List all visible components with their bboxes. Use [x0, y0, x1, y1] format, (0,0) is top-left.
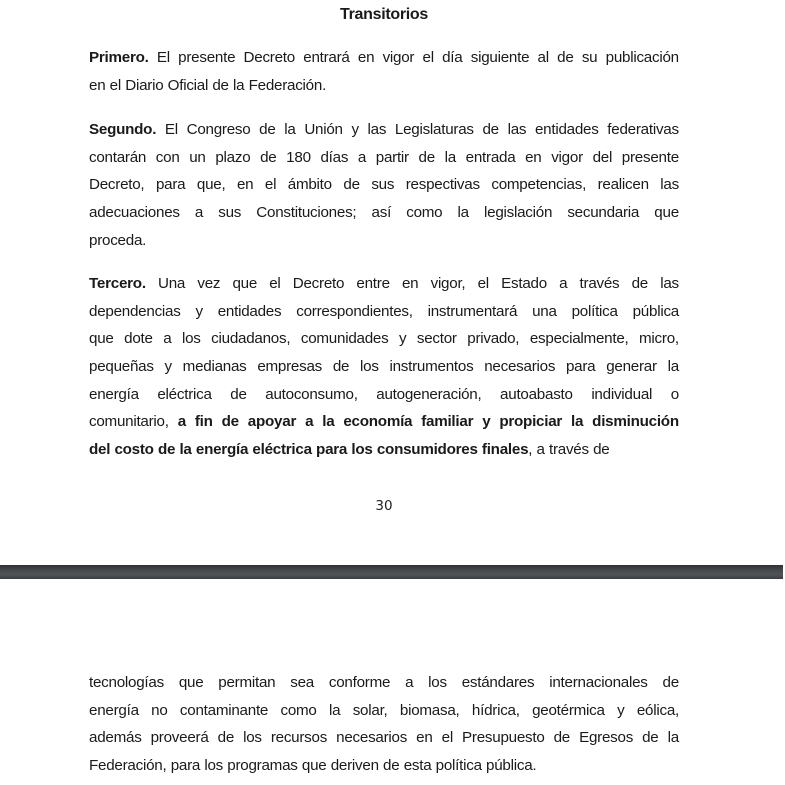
word: los	[360, 358, 379, 376]
word: pequeñas	[89, 358, 154, 376]
word: o	[670, 385, 679, 403]
word: sus	[371, 176, 395, 194]
word: Federación.	[248, 76, 327, 94]
word: conforme	[328, 674, 391, 691]
word: sector	[416, 330, 457, 348]
word: entrará	[303, 49, 350, 66]
word: y	[617, 701, 625, 719]
word: internacionales	[549, 674, 648, 691]
word: comunidades	[300, 330, 389, 348]
text-line	[89, 436, 679, 464]
word: medianas	[182, 358, 247, 376]
word: y	[398, 330, 407, 348]
word: eléctrica	[157, 385, 212, 403]
word: energía	[195, 441, 249, 459]
word: el	[109, 76, 121, 94]
word: El	[164, 121, 178, 138]
word: ciudadanos,	[211, 330, 291, 348]
word: partir	[375, 148, 409, 166]
word: la	[322, 413, 335, 431]
word: Tercero.	[89, 275, 146, 292]
page-separator	[0, 565, 783, 579]
word: Decreto	[292, 275, 345, 292]
word: en	[236, 176, 254, 194]
word: empresas	[257, 358, 323, 376]
text-line	[89, 697, 679, 725]
word: Una	[158, 275, 186, 292]
text-line	[89, 72, 679, 100]
word: hídrica,	[471, 701, 520, 719]
word: 180	[286, 148, 311, 166]
word: de	[418, 148, 435, 166]
word: eólica,	[636, 701, 679, 719]
word: en	[525, 148, 542, 166]
word: Congreso	[186, 121, 251, 138]
word: de	[157, 441, 176, 459]
word: esta	[403, 757, 432, 775]
word: los	[428, 674, 447, 691]
word: el	[441, 729, 453, 747]
word: autogeneración,	[376, 385, 482, 403]
word: y	[482, 413, 491, 431]
word: Federación,	[89, 757, 167, 775]
word: y	[164, 358, 172, 376]
word: dependencias	[89, 302, 181, 320]
word: como	[280, 701, 317, 719]
word: sus	[218, 204, 242, 222]
word: la	[233, 76, 245, 94]
word: las	[660, 176, 679, 194]
text-line	[89, 752, 679, 780]
word: entidades	[534, 121, 599, 138]
word: vez	[197, 275, 221, 292]
word: los	[243, 729, 262, 747]
word: la	[667, 358, 679, 376]
word: contarán	[89, 148, 147, 166]
word: micro,	[639, 330, 679, 348]
word: de	[642, 729, 659, 747]
word: necesarios	[484, 358, 556, 376]
word: pública	[632, 302, 679, 320]
word: en	[401, 275, 419, 292]
word: de	[259, 121, 276, 138]
word: especialmente,	[529, 330, 629, 348]
word: la	[284, 121, 296, 138]
word: no	[151, 701, 168, 719]
word: la	[179, 441, 192, 459]
word: además	[89, 729, 142, 747]
word: deriven	[330, 757, 379, 775]
word: que	[232, 275, 258, 292]
word: través	[548, 441, 589, 459]
word: una	[532, 302, 557, 320]
word: de	[343, 176, 360, 194]
word: geotérmica	[532, 701, 605, 719]
word: para	[316, 441, 348, 459]
word: la	[329, 701, 341, 719]
word: autoconsumo,	[265, 385, 358, 403]
word: día	[442, 49, 463, 66]
word: con	[155, 148, 180, 166]
word: que	[654, 204, 679, 222]
word: El	[156, 49, 170, 66]
word: Unión	[304, 121, 343, 138]
word: entre	[356, 275, 390, 292]
word: que,	[196, 176, 226, 194]
word: de	[230, 385, 247, 403]
word: la	[667, 729, 679, 747]
word: que	[301, 757, 327, 775]
word: en	[89, 76, 106, 94]
word: programas	[227, 757, 298, 775]
word: proveerá	[150, 729, 209, 747]
word: de	[383, 757, 400, 775]
word: autoabasto	[500, 385, 573, 403]
word: Decreto,	[89, 176, 145, 194]
word: a	[559, 275, 568, 292]
word: través	[579, 275, 620, 292]
word: como	[406, 204, 443, 222]
word: de	[593, 441, 610, 459]
word: y	[351, 121, 359, 138]
word: propiciar	[499, 413, 563, 431]
word: Constituciones;	[256, 204, 357, 222]
word: federativas	[607, 121, 679, 138]
word: economía	[343, 413, 413, 431]
word: contaminante	[179, 701, 269, 719]
word: de	[217, 729, 235, 747]
word: a	[357, 148, 367, 166]
word: generar	[606, 358, 657, 376]
word: así	[371, 204, 392, 222]
text-line	[89, 381, 679, 409]
word: las	[660, 275, 679, 292]
page-number: 30	[375, 498, 393, 514]
word: las	[507, 121, 527, 138]
word: pública.	[486, 757, 537, 775]
paragraph-tercero	[89, 270, 679, 464]
word: días	[320, 148, 349, 166]
word: presente	[178, 49, 236, 66]
word: en	[416, 729, 433, 747]
word: entidades	[217, 302, 282, 320]
word: permitan	[218, 674, 276, 691]
text-line	[89, 199, 679, 227]
word: para	[565, 358, 596, 376]
word: realicen	[597, 176, 649, 194]
word: de	[553, 729, 571, 747]
paragraph-continuation	[89, 669, 679, 780]
word: para	[170, 757, 201, 775]
text-line	[89, 116, 679, 144]
word: un	[189, 148, 206, 166]
word: a	[194, 204, 204, 222]
word: el	[477, 275, 489, 292]
word: de	[662, 674, 679, 691]
word: finales,	[481, 441, 533, 459]
word: familiar	[421, 413, 474, 431]
word: de	[212, 76, 229, 94]
word: la	[457, 204, 469, 222]
word: instrumentos	[389, 358, 474, 376]
word: a	[177, 413, 186, 431]
word: Legislaturas	[394, 121, 474, 138]
word: Presupuesto	[462, 729, 545, 747]
word: que	[89, 330, 114, 348]
word: vigor	[382, 49, 415, 66]
word: Decreto	[243, 49, 295, 66]
word: sea	[290, 674, 314, 691]
word: biomasa,	[399, 701, 460, 719]
word: comunitario,	[89, 413, 169, 431]
word: el	[264, 176, 277, 194]
text-line	[89, 144, 679, 172]
word: costo	[114, 441, 154, 459]
word: a	[163, 330, 172, 348]
word: plazo	[215, 148, 251, 166]
word: respectivas	[405, 176, 480, 194]
word: solar,	[352, 701, 388, 719]
word: Egresos	[579, 729, 634, 747]
word: dote	[124, 330, 153, 348]
word: estándares	[461, 674, 535, 691]
word: competencias,	[491, 176, 587, 194]
word: a	[305, 413, 314, 431]
text-line	[89, 353, 679, 381]
word: Oficial	[167, 76, 209, 94]
word: Diario	[125, 76, 164, 94]
word: de	[221, 413, 239, 431]
word: instrumentará	[427, 302, 518, 320]
word: de	[482, 121, 499, 138]
word: privado,	[467, 330, 520, 348]
word: de	[557, 49, 574, 66]
word: apoyar	[247, 413, 297, 431]
word: presente	[621, 148, 679, 166]
word: recursos	[270, 729, 328, 747]
word: su	[581, 49, 598, 66]
word: a	[405, 674, 414, 691]
word: a	[536, 441, 545, 459]
word: individual	[591, 385, 653, 403]
word: el	[422, 49, 434, 66]
word: siguiente	[470, 49, 530, 66]
word: correspondientes,	[296, 302, 413, 320]
word: el	[269, 275, 281, 292]
word: que	[178, 674, 204, 691]
text-line	[89, 298, 679, 326]
word: fin	[194, 413, 213, 431]
word: los	[181, 330, 201, 348]
word: en	[357, 49, 375, 66]
word: adecuaciones	[89, 204, 180, 222]
word: necesarios	[336, 729, 408, 747]
word: al	[537, 49, 549, 66]
word: del	[89, 441, 111, 459]
word: energía	[89, 701, 139, 719]
word: Estado	[501, 275, 547, 292]
word: secundaria	[567, 204, 640, 222]
word: legislación	[484, 204, 553, 222]
text-line	[89, 325, 679, 353]
word: de	[631, 275, 649, 292]
text-line	[89, 669, 679, 697]
word: Primero.	[89, 49, 149, 66]
text-line	[89, 724, 679, 752]
word: vigor,	[430, 275, 466, 292]
word: política	[435, 757, 482, 775]
word: consumidores	[376, 441, 478, 459]
word: entrada	[465, 148, 516, 166]
word: la	[444, 148, 456, 166]
word: eléctrica	[252, 441, 312, 459]
paragraph-segundo	[89, 116, 679, 254]
word: ámbito	[287, 176, 332, 194]
section-title: Transitorios	[340, 6, 428, 23]
word: y	[195, 302, 203, 320]
word: del	[592, 148, 613, 166]
word: las	[367, 121, 387, 138]
text-line	[89, 270, 679, 298]
word: para	[155, 176, 186, 194]
word: la	[571, 413, 584, 431]
word: tecnologías	[89, 674, 164, 691]
text-line	[89, 44, 679, 72]
paragraph-primero	[89, 44, 679, 99]
text-line	[89, 227, 679, 255]
word: disminución	[592, 413, 679, 431]
word: vigor	[551, 148, 583, 166]
word: proceda.	[89, 231, 147, 249]
text-line	[89, 408, 679, 436]
text-line	[89, 171, 679, 199]
word: de	[260, 148, 277, 166]
word: política	[571, 302, 618, 320]
word: energía	[89, 385, 139, 403]
word: los	[351, 441, 373, 459]
word: publicación	[605, 49, 679, 66]
word: Segundo.	[89, 121, 157, 138]
word: de	[332, 358, 350, 376]
word: los	[204, 757, 224, 775]
